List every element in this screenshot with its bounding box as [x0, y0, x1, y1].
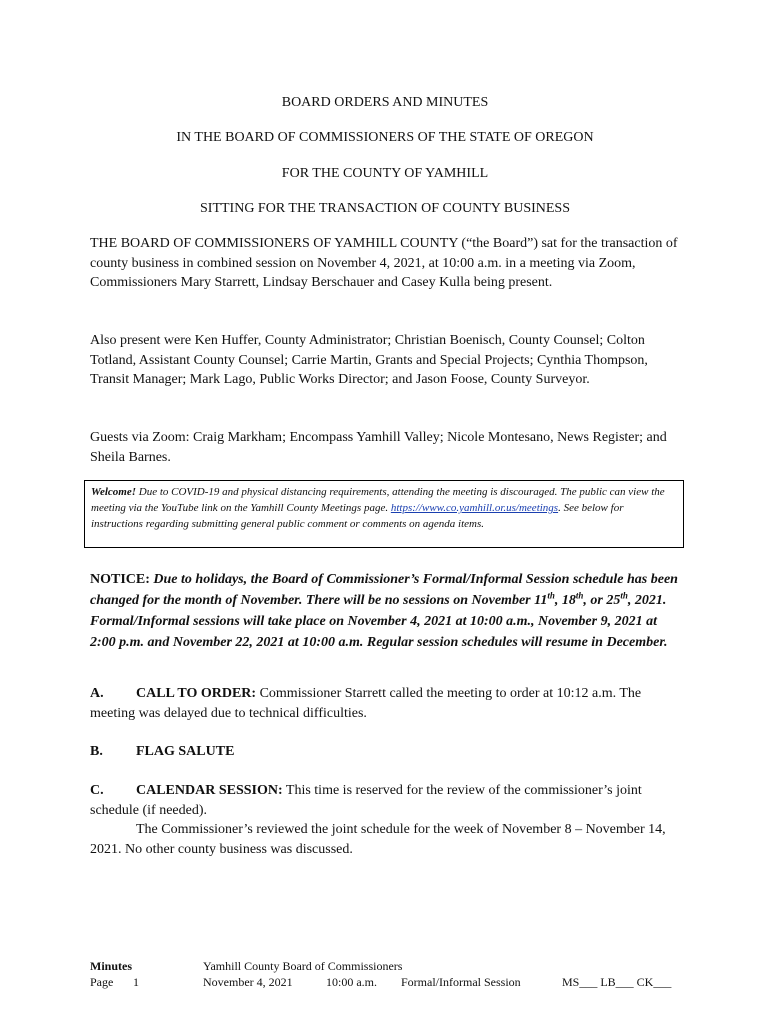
footer-session: Formal/Informal Session: [401, 975, 521, 989]
notice-label: NOTICE:: [90, 572, 150, 587]
title-line-4: SITTING FOR THE TRANSACTION OF COUNTY BUSINESS: [200, 201, 570, 216]
notice-sup-3: th: [620, 590, 628, 601]
holiday-notice: [90, 569, 680, 653]
footer-date: November 4, 2021: [203, 975, 293, 989]
notice-text-4: , 2021. Formal/Informal sessions will take place on November 4, 2021 at 10:00 a.m., November 9, 2021 at 2:00 p.m. and November 22, 2021 at 10:00 a.m. Regular session schedules will resume in December.: [90, 593, 668, 650]
notice-sup-1: th: [547, 590, 555, 601]
section-c-letter: C.: [90, 783, 104, 798]
section-c-heading: CALENDAR SESSION:: [136, 783, 283, 798]
title-line-2: IN THE BOARD OF COMMISSIONERS OF THE STATE OF OREGON: [176, 130, 594, 145]
section-b-letter: B.: [90, 744, 103, 759]
section-a-call-to-order: [90, 684, 680, 723]
notice-sup-2: th: [575, 590, 584, 601]
footer-page-label: Page: [90, 975, 114, 989]
section-a-heading: CALL TO ORDER:: [136, 686, 257, 701]
section-b-heading: FLAG SALUTE: [136, 744, 235, 759]
footer-page-number: 1: [133, 975, 139, 989]
section-a-text: Commissioner Starrett called the meeting to order at 10:12 a.m. The meeting was delayed due to technical difficulties.: [90, 686, 642, 721]
section-c-calendar-session: [90, 781, 680, 859]
also-present-paragraph: Also present were Ken Huffer, County Administrator; Christian Boenisch, County Counsel; Colton Totland, Assistant County Counsel; Carrie Martin, Grants and Special Projects; Cynthia Thompson, Transit Manager; Mark Lago, Public Works Director; and Jason Foose, County Surveyor.: [90, 333, 648, 387]
notice-text-1: Due to holidays, the Board of Commissioner’s Formal/Informal Session schedule has been changed for the month of November. There will be no sessions on November 11: [90, 572, 678, 608]
section-a-letter: A.: [90, 686, 104, 701]
title-line-3: FOR THE COUNTY OF YAMHILL: [281, 166, 489, 181]
intro-paragraph: THE BOARD OF COMMISSIONERS OF YAMHILL COUNTY (“the Board”) sat for the transaction of county business in combined session on November 4, 2021, at 10:00 a.m. in a meeting via Zoom, Commissioners Mary Starrett, Lindsay Berschauer and Casey Kulla being present.: [90, 236, 678, 290]
welcome-text-2: . See below for instructions regarding submitting general public comment or comments on agenda items.: [91, 502, 624, 530]
welcome-text-1: Due to COVID-19 and physical distancing requirements, attending the meeting is discouraged. The public can view the meeting via the YouTube link on the Yamhill County Meetings page.: [91, 486, 665, 514]
welcome-notice-box: [84, 480, 684, 548]
footer-org: Yamhill County Board of Commissioners: [203, 959, 403, 973]
footer-time: 10:00 a.m.: [326, 975, 377, 989]
section-c-text: This time is reserved for the review of the commissioner’s joint schedule (if needed).: [90, 783, 642, 818]
footer-initials: MS___ LB___ CK___: [562, 975, 672, 989]
footer-minutes-label: Minutes: [90, 959, 132, 973]
guests-paragraph: Guests via Zoom: Craig Markham; Encompass Yamhill Valley; Nicole Montesano, News Register; and Sheila Barnes.: [90, 430, 667, 465]
notice-text-3: , or 25: [583, 593, 621, 608]
section-c-text-2: The Commissioner’s reviewed the joint schedule for the week of November 8 – November 14, 2021. No other county business was discussed.: [90, 822, 666, 857]
notice-text-2: , 18: [554, 593, 576, 608]
title-line-1: BOARD ORDERS AND MINUTES: [281, 95, 489, 110]
section-b-flag-salute: [90, 742, 680, 762]
welcome-label: Welcome!: [91, 486, 137, 498]
meetings-link[interactable]: https://www.co.yamhill.or.us/meetings: [390, 502, 559, 514]
